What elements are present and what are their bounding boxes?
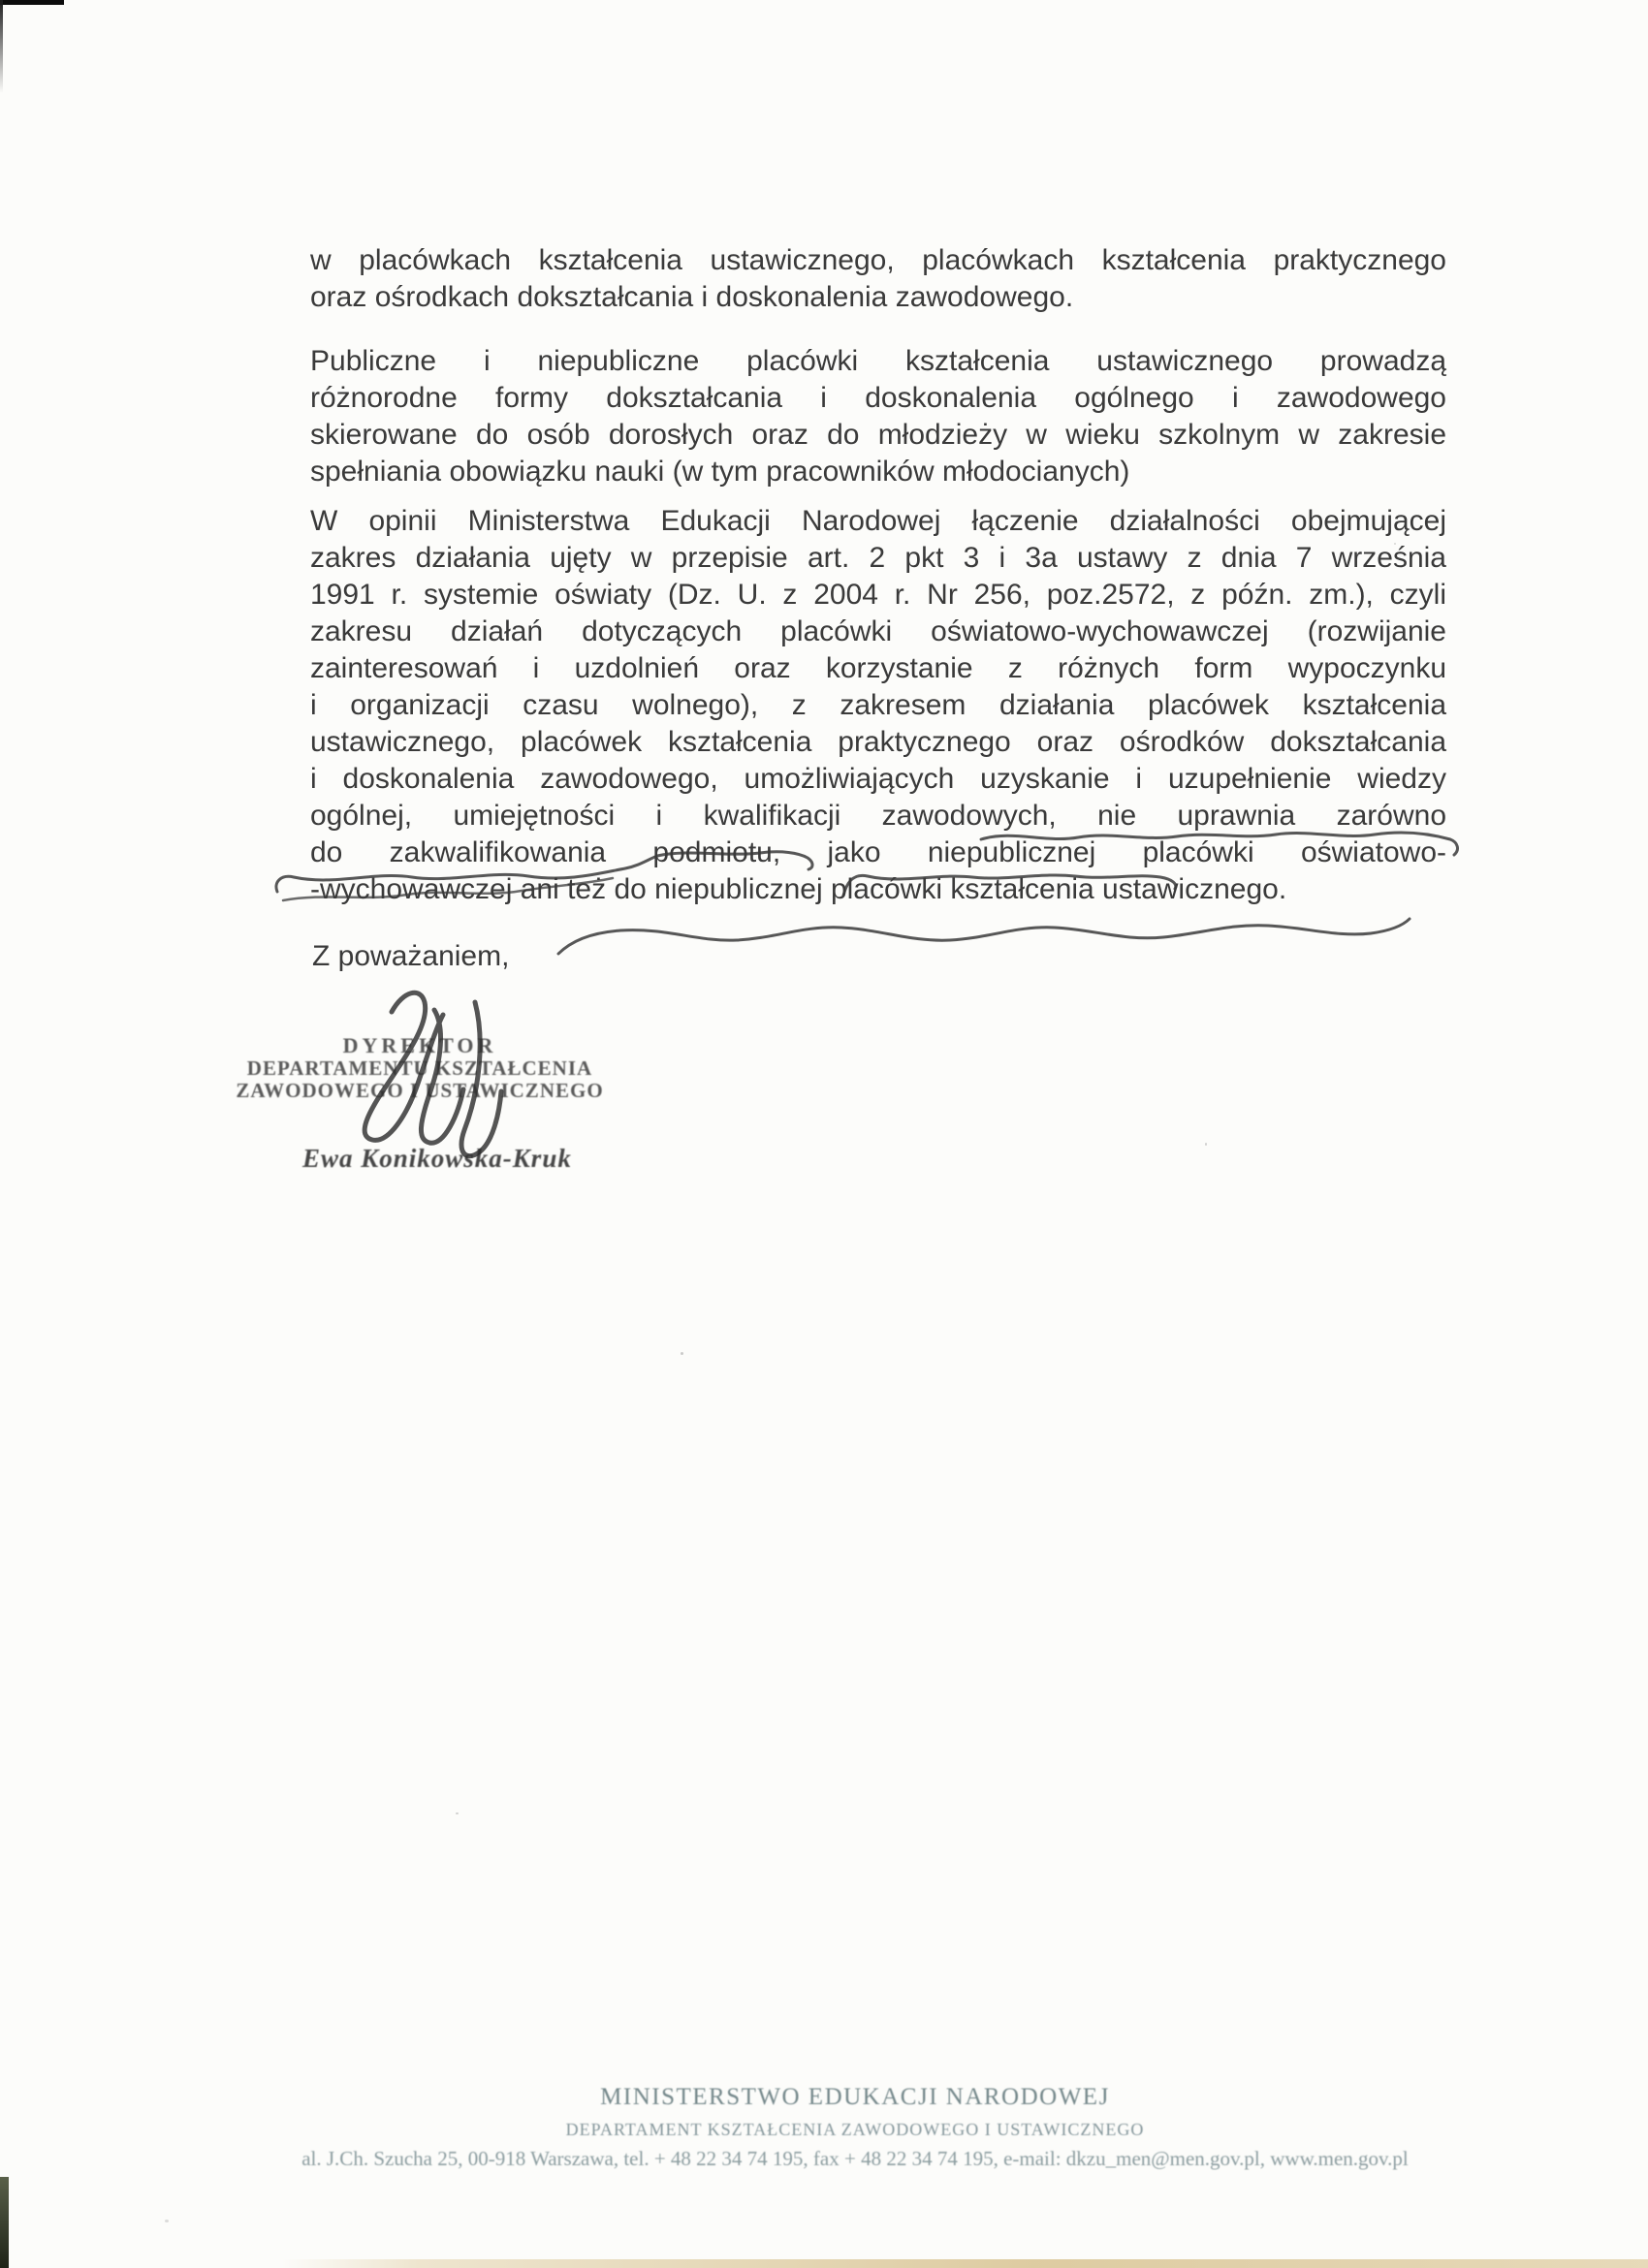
text-line: w placówkach kształcenia ustawicznego, placówkach kształcenia praktycznego	[310, 244, 1446, 276]
stamp-title: DYREKTOR	[342, 1033, 497, 1057]
footer-address-line: al. J.Ch. Szucha 25, 00-918 Warszawa, tel. + 48 22 34 74 195, fax + 48 22 34 74 195, e-mail: dkzu_men@men.gov.pl, www.men.gov.pl	[301, 2147, 1409, 2170]
letterhead-footer	[58, 2084, 1648, 2171]
wavy-underline-last-line	[558, 919, 1410, 954]
paragraph-3	[310, 503, 1446, 908]
scan-artifact-bottom-left-strip	[0, 2177, 9, 2268]
text-line: różnorodne formy dokształcania i doskonalenia ogólnego i zawodowego	[310, 382, 1446, 414]
scan-speck	[681, 1352, 683, 1355]
closing-salutation: Z poważaniem,	[312, 940, 510, 972]
scan-speck	[1394, 543, 1396, 545]
text-line: i doskonalenia zawodowego, umożliwiających uzyskanie i uzupełnienie wiedzy	[310, 763, 1446, 795]
text-line: zainteresowań i uzdolnień oraz korzystanie z różnych form wypoczynku	[310, 652, 1446, 684]
paragraph-1	[310, 242, 1446, 316]
footer-department-name: DEPARTAMENT KSZTAŁCENIA ZAWODOWEGO I USTAWICZNEGO	[565, 2120, 1145, 2139]
scan-artifact-top-edge	[0, 0, 64, 5]
scan-artifact-bottom-tan-band	[281, 2259, 1648, 2268]
text-line: 1991 r. systemie oświaty (Dz. U. z 2004 r. Nr 256, poz.2572, z późn. zm.), czyli	[310, 579, 1446, 611]
text-line: skierowane do osób dorosłych oraz do młodzieży w wieku szkolnym w zakresie	[310, 419, 1446, 451]
text-line: do zakwalifikowania podmiotu, jako niepublicznej placówki oświatowo-	[310, 836, 1446, 868]
text-line: W opinii Ministerstwa Edukacji Narodowej łączenie działalności obejmującej	[310, 505, 1446, 537]
text-line: i organizacji czasu wolnego), z zakresem działania placówek kształcenia	[310, 689, 1446, 721]
scan-speck	[1205, 1143, 1207, 1146]
scan-speck	[165, 2220, 169, 2222]
text-line: zakres działania ujęty w przepisie art. 2 pkt 3 i 3a ustawy z dnia 7 września	[310, 542, 1446, 574]
director-stamp	[236, 1033, 604, 1102]
stamp-department-line: DEPARTAMENTU KSZTAŁCENIA	[246, 1056, 593, 1080]
text-line: oraz ośrodkach dokształcania i doskonalenia zawodowego.	[310, 281, 1074, 313]
stamp-department-line: ZAWODOWEGO I USTAWICZNEGO	[236, 1079, 604, 1102]
footer-ministry-name: MINISTERSTWO EDUKACJI NARODOWEJ	[600, 2084, 1110, 2110]
text-line: spełniania obowiązku nauki (w tym pracowników młodocianych)	[310, 456, 1130, 488]
scan-artifact-left-edge	[0, 0, 3, 93]
signer-name: Ewa Konikowska-Kruk	[302, 1144, 572, 1173]
text-line: Publiczne i niepubliczne placówki kształcenia ustawicznego prowadzą	[310, 345, 1446, 377]
paragraph-2	[310, 343, 1446, 490]
text-line: ustawicznego, placówek kształcenia praktycznego oraz ośrodków dokształcania	[310, 726, 1446, 758]
text-line: ogólnej, umiejętności i kwalifikacji zawodowych, nie uprawnia zarówno	[310, 800, 1446, 832]
scan-speck	[456, 1812, 459, 1814]
text-line: zakresu działań dotyczących placówki oświatowo-wychowawczej (rozwijanie	[310, 615, 1446, 647]
text-line: -wychowawczej ani też do niepublicznej placówki kształcenia ustawicznego.	[310, 873, 1287, 905]
